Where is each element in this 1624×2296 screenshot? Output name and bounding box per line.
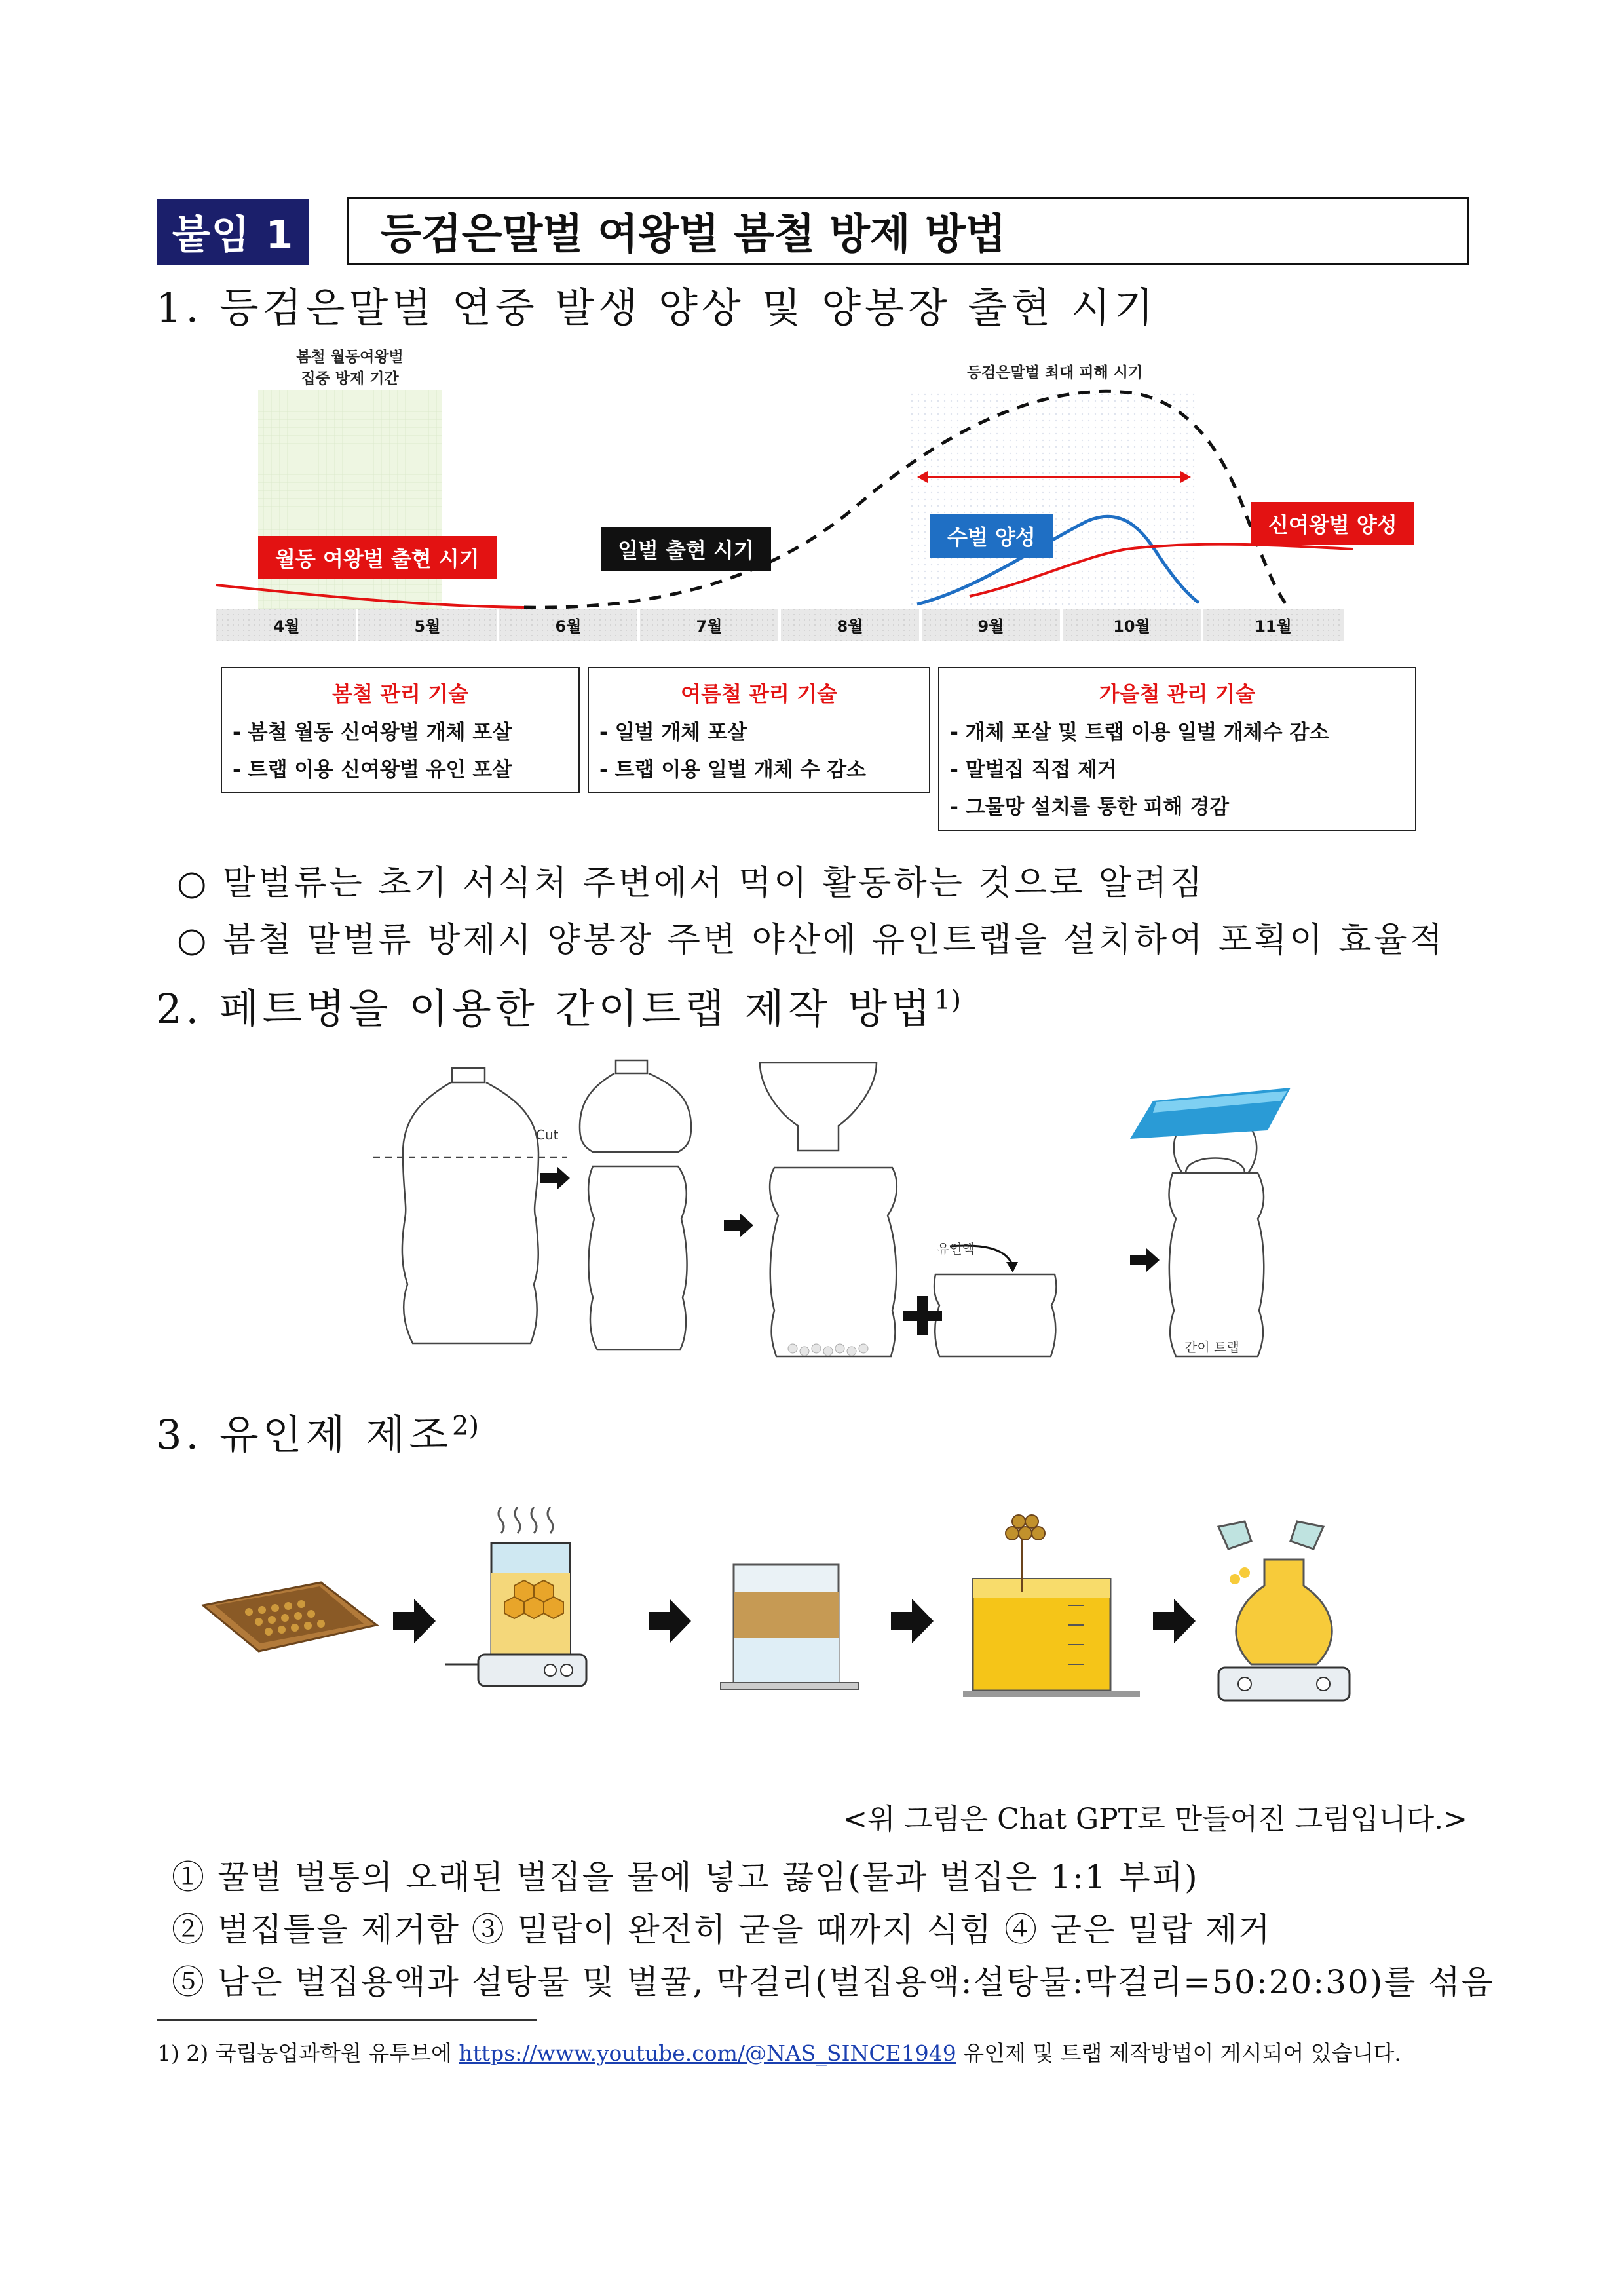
footnote-ref: 2) xyxy=(452,1411,480,1442)
footnote-ref: 1) xyxy=(934,985,962,1016)
autumn-management-box xyxy=(938,667,1416,831)
management-item: - 말벌집 직접 제거 xyxy=(950,758,1117,782)
new-queen-label: 신여왕벌 양성 xyxy=(1251,502,1414,545)
attachment-badge: 붙임 1 xyxy=(157,199,309,265)
procedure-step: ⑤ 남은 벌집용액과 설탕물 및 벌꿀, 막걸리(벌집용액:설탕물:막걸리=50:20:30)를 섞음 xyxy=(172,1963,1495,2001)
cut-label: Cut xyxy=(536,1127,559,1143)
peak-damage-caption: 등검은말벌 최대 피해 시기 xyxy=(966,364,1143,381)
document-title: 등검은말벌 여왕벌 봄철 방제 방법 xyxy=(347,197,1469,265)
attractant-process-figure xyxy=(197,1507,1441,1723)
footnote-divider xyxy=(157,2019,537,2021)
bottle-outline xyxy=(402,1082,538,1343)
filtered-solution-illustration xyxy=(963,1515,1140,1697)
youtube-link[interactable]: https://www.youtube.com/@NAS_SINCE1949 xyxy=(459,2040,956,2066)
month-label: 8월 xyxy=(837,617,863,636)
trap-steps-graphic xyxy=(367,1048,1336,1363)
section2-heading: 2. 페트병을 이용한 간이트랩 제작 방법$^{1)}$ xyxy=(156,985,962,1033)
image-credit: <위 그림은 Chat GPT로 만들어진 그림입니다.> xyxy=(843,1803,1467,1836)
worker-label: 일벌 출현 시기 xyxy=(601,527,771,571)
management-item: - 트랩 이용 일벌 개체 수 감소 xyxy=(599,758,867,782)
summer-management-title: 여름철 관리 기술 xyxy=(681,681,837,706)
month-label: 9월 xyxy=(977,617,1004,636)
section3-heading: 3. 유인제 제조$^{2)}$ xyxy=(156,1411,480,1459)
footnote: 1) 2) 국립농업과학원 유투브에 https://www.youtube.com/@NAS_SINCE1949 유인제 및 트랩 제작방법이 게시되어 있습니다. xyxy=(157,2040,1401,2066)
trap-label: 간이 트랩 xyxy=(1184,1339,1239,1355)
bullet-point: ○ 말벌류는 초기 서식처 주변에서 먹이 활동하는 것으로 알려짐 xyxy=(177,864,1205,903)
bait-cup xyxy=(934,1274,1056,1356)
month-label: 10월 xyxy=(1113,617,1150,636)
boiling-pot-illustration xyxy=(445,1507,586,1686)
mixing-flask-illustration xyxy=(1218,1521,1350,1700)
summer-management-box xyxy=(588,667,930,793)
month-label: 4월 xyxy=(273,617,300,636)
spring-management-title: 봄철 관리 기술 xyxy=(332,681,468,706)
procedure-step: ② 벌집틀을 제거함 ③ 밀랍이 완전히 굳을 때까지 식힘 ④ 굳은 밀랍 제거 xyxy=(172,1911,1272,1949)
plus-icon xyxy=(903,1296,942,1335)
inverted-funnel xyxy=(760,1063,877,1151)
autumn-management-title: 가을철 관리 기술 xyxy=(1099,681,1256,706)
overwintering-queen-label: 월동 여왕벌 출현 시기 xyxy=(258,536,497,579)
procedure-step: ① 꿀벌 벌통의 오래된 벌집을 물에 넣고 끓임(물과 벌집은 1:1 부피) xyxy=(172,1858,1199,1896)
management-item: - 일벌 개체 포살 xyxy=(599,721,747,744)
management-item: - 봄철 월동 신여왕벌 개체 포살 xyxy=(233,721,512,744)
pet-bottle-trap-figure xyxy=(367,1048,1336,1363)
month-label: 6월 xyxy=(555,617,582,636)
hive-frame-illustration xyxy=(203,1582,377,1651)
assembled-trap xyxy=(1169,1173,1264,1356)
seasonal-occurrence-chart xyxy=(216,341,1461,649)
spring-period-caption: 봄철 월동여왕벌 집중 방제 기간 xyxy=(296,349,404,387)
month-label: 5월 xyxy=(414,617,441,636)
male-label: 수벌 양성 xyxy=(930,514,1053,558)
month-label: 7월 xyxy=(696,617,723,636)
management-item: - 개체 포살 및 트랩 이용 일벌 개체수 감소 xyxy=(950,721,1329,744)
cooling-beaker-illustration xyxy=(721,1565,858,1689)
month-labels xyxy=(216,613,1344,640)
attractant-process-graphic xyxy=(197,1507,1441,1723)
management-item: - 트랩 이용 신여왕벌 유인 포살 xyxy=(233,758,512,782)
bottle-cap xyxy=(452,1068,485,1082)
management-item: - 그물망 설치를 통한 피해 경감 xyxy=(950,795,1230,819)
step-arrows xyxy=(540,1166,1160,1272)
section1-heading: 1. 등검은말벌 연중 발생 양상 및 양봉장 출현 시기 xyxy=(156,284,1158,332)
bullet-point: ○ 봄철 말벌류 방제시 양봉장 주변 야산에 유인트랩을 설치하여 포획이 효율적 xyxy=(177,921,1445,960)
month-label: 11월 xyxy=(1255,617,1292,636)
spring-management-box xyxy=(221,667,580,793)
peak-damage-band xyxy=(907,390,1196,619)
bait-label: 유인액 xyxy=(937,1241,975,1257)
